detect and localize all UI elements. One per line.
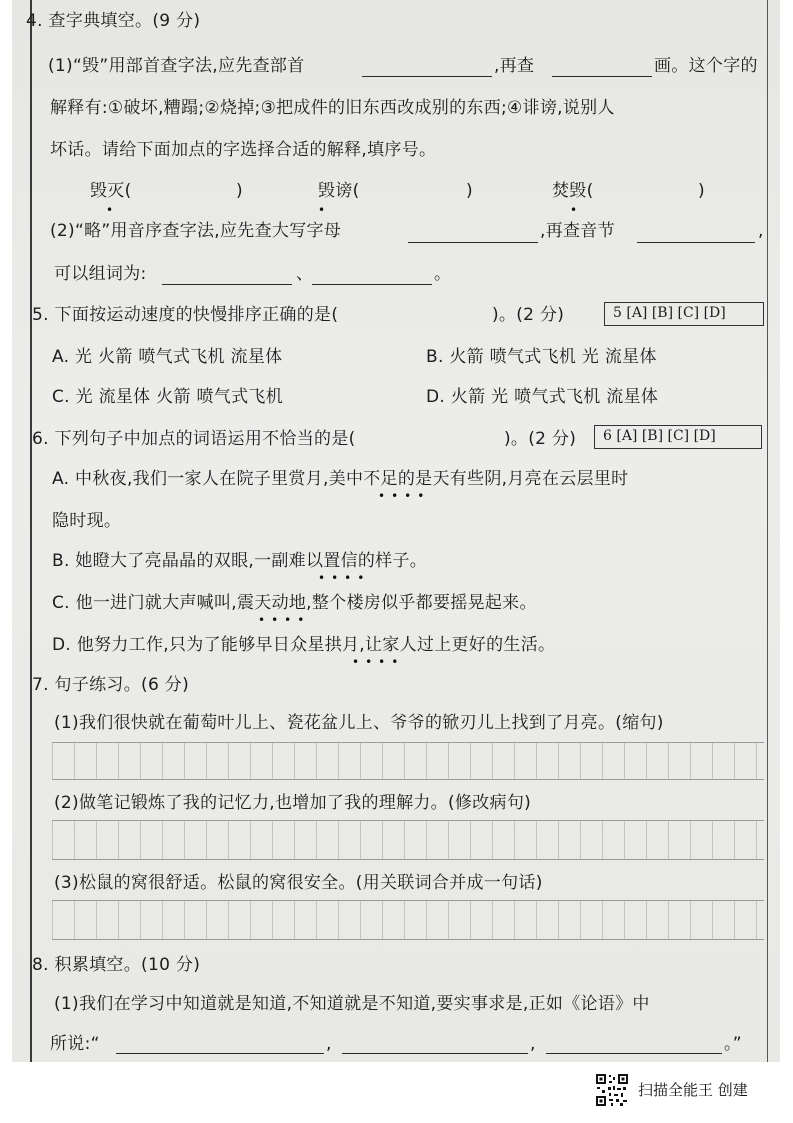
qr-code-icon [595, 1073, 629, 1107]
q7-s3: (3)松鼠的窝很舒适。松鼠的窝很安全。(用关联词合并成一句话) [54, 873, 543, 893]
emphasis-dot: • [318, 203, 332, 217]
q4-title: 4. 查字典填空。(9 分) [26, 11, 201, 31]
q4-close-1: ) [236, 181, 243, 201]
q6-option-a-line1: A. 中秋夜,我们一家人在院子里赏月,美中不足的是天有些阴,月亮在云层里时 [52, 469, 629, 489]
q7-title: 7. 句子练习。(6 分) [32, 675, 190, 695]
q8-line1: (1)我们在学习中知道就是知道,不知道就是不知道,要实事求是,正如《论语》中 [54, 994, 650, 1014]
q8-blank-3[interactable] [546, 1052, 722, 1054]
q4-word-3: 焚毁( [552, 181, 594, 201]
q7-answer-area-2[interactable] [52, 820, 764, 860]
watermark-text: 扫描全能王 创建 [638, 1081, 748, 1099]
q6-stem-b: )。(2 分) [504, 429, 577, 449]
q4-p1-line3: 坏话。请给下面加点的字选择合适的解释,填序号。 [50, 140, 437, 160]
q8-line2-start: 所说:“ [50, 1034, 100, 1054]
q8-end: 。” [724, 1034, 742, 1054]
q5-stem-a: 5. 下面按运动速度的快慢排序正确的是( [32, 305, 339, 325]
q4-word-2: 毁谤( [318, 181, 360, 201]
emphasis-dots: •••• [378, 489, 431, 503]
emphasis-dot: • [106, 203, 120, 217]
q6-option-c: C. 他一进门就大声喊叫,震天动地,整个楼房似乎都要摇晃起来。 [52, 593, 537, 613]
q4-p1-line1b: ,再查 [494, 56, 535, 76]
q7-s1: (1)我们很快就在葡萄叶儿上、瓷花盆儿上、爷爷的锨刃儿上找到了月亮。(缩句) [54, 713, 664, 733]
q4-p2-line1a: (2)“略”用音序查字法,应先查大写字母 [50, 221, 342, 241]
q6-answer-box[interactable]: 6 [A] [B] [C] [D] [594, 425, 762, 449]
q5-answer-box[interactable]: 5 [A] [B] [C] [D] [604, 302, 764, 326]
q5-option-d: D. 火箭 光 喷气式飞机 流星体 [426, 387, 659, 407]
emphasis-dots: •••• [352, 655, 405, 669]
q4-p1-line2: 解释有:①破坏,糟蹋;②烧掉;③把成件的旧东西改成别的东西;④诽谤,说别人 [50, 98, 615, 118]
emphasis-dots: •••• [258, 613, 311, 627]
q5-stem-b: )。(2 分) [492, 305, 565, 325]
emphasis-dots: •••• [318, 571, 371, 585]
q6-option-b: B. 她瞪大了亮晶晶的双眼,一副难以置信的样子。 [52, 551, 428, 571]
q4-p2-line2a: 可以组词为: [54, 264, 147, 284]
q8-blank-2[interactable] [342, 1052, 528, 1054]
q4-word-1: 毁灭( [90, 181, 132, 201]
q8-comma-1: , [326, 1034, 332, 1054]
q7-answer-area-1[interactable] [52, 742, 764, 780]
q6-option-d: D. 他努力工作,只为了能够早日众星拱月,让家人过上更好的生活。 [52, 635, 556, 655]
q4-blank-word2[interactable] [312, 283, 432, 285]
q4-p2-line1b: ,再查音节 [540, 221, 615, 241]
q8-comma-2: , [530, 1034, 536, 1054]
emphasis-dot: • [570, 203, 584, 217]
q7-s2: (2)做笔记锻炼了我的记忆力,也增加了我的理解力。(修改病句) [54, 793, 532, 813]
q4-p1-line1c: 画。这个字的 [654, 56, 758, 76]
q4-blank-radical[interactable] [362, 75, 492, 77]
q5-option-c: C. 光 流星体 火箭 喷气式飞机 [52, 387, 283, 407]
q4-close-3: ) [698, 181, 705, 201]
q4-p2-line1c: , [758, 221, 764, 241]
q4-p2-end: 。 [434, 264, 452, 284]
q4-p2-sep: 、 [296, 264, 314, 284]
q4-blank-syllable[interactable] [637, 241, 755, 243]
q4-p1-line1a: (1)“毁”用部首查字法,应先查部首 [48, 56, 305, 76]
q4-blank-strokes[interactable] [552, 75, 652, 77]
q5-option-a: A. 光 火箭 喷气式飞机 流星体 [52, 347, 283, 367]
q4-blank-letter[interactable] [408, 241, 538, 243]
q6-stem-a: 6. 下列句子中加点的词语运用不恰当的是( [32, 429, 356, 449]
exam-page [12, 0, 780, 1062]
q5-option-b: B. 火箭 喷气式飞机 光 流星体 [426, 347, 657, 367]
q4-blank-word1[interactable] [162, 283, 292, 285]
q8-title: 8. 积累填空。(10 分) [32, 955, 201, 975]
q4-close-2: ) [466, 181, 473, 201]
q6-option-a-line2: 隐时现。 [52, 511, 122, 531]
q8-blank-1[interactable] [116, 1052, 324, 1054]
q7-answer-area-3[interactable] [52, 900, 764, 940]
